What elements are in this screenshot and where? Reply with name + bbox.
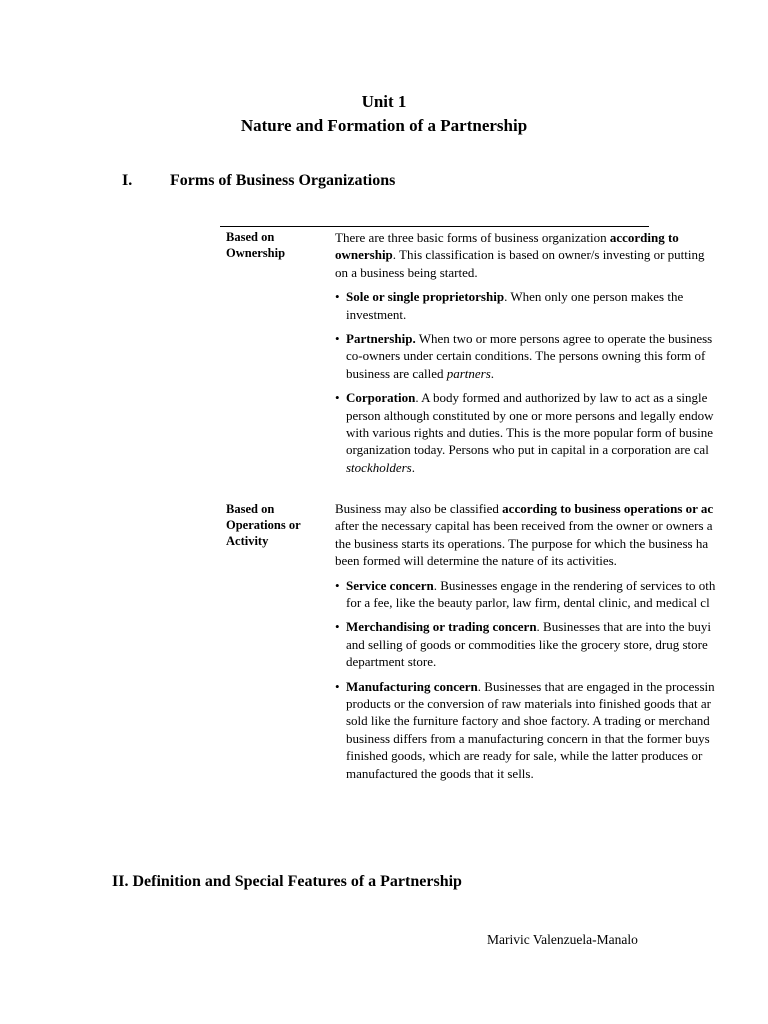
category-line: Ownership: [226, 246, 286, 260]
text-run: .: [490, 365, 495, 381]
text-run: been formed will determine the nature of its activities.: [335, 553, 617, 569]
text-run: . When only one person makes the: [504, 289, 684, 305]
emphasis: according to: [609, 230, 679, 245]
text-run: . A body formed and authorized by law to act as a single: [415, 390, 708, 406]
emphasis: according to business operations or ac: [502, 501, 714, 516]
ownership-description: [335, 229, 768, 476]
author-name: Marivic Valenzuela-Manalo: [487, 932, 638, 947]
italic-term: partners: [446, 365, 491, 381]
italic-term: stockholders: [346, 459, 412, 475]
text-run: co-owners under certain conditions. The persons owning this form of: [346, 348, 706, 364]
unit-heading: Unit 1: [361, 92, 407, 111]
bullet-list: [335, 288, 768, 476]
text-run: business differs from a manufacturing concern in that the former buys: [346, 730, 710, 746]
intro-paragraph: [335, 229, 768, 281]
list-item: [335, 288, 768, 323]
text-run: department store.: [346, 654, 437, 670]
text-run: . This classification is based on owner/s investing or putting: [392, 247, 705, 263]
category-line: Activity: [226, 534, 269, 548]
text-run: . Businesses that are engaged in the processin: [477, 678, 715, 694]
list-item: [335, 678, 768, 782]
text-run: with various rights and duties. This is the more popular form of busine: [346, 425, 713, 441]
table-top-rule: [220, 226, 649, 227]
text-run: on a business being started.: [335, 264, 478, 280]
text-run: Business may also be classified: [335, 501, 503, 516]
category-label-ownership: [226, 229, 326, 261]
category-label-operations: [226, 501, 326, 549]
operations-description: [335, 500, 768, 782]
item-term: Sole or single proprietorship: [346, 289, 505, 305]
document-title: Nature and Formation of a Partnership: [240, 116, 528, 135]
emphasis: ownership: [335, 247, 393, 263]
item-term: Partnership.: [346, 331, 416, 347]
text-run: . Businesses that are into the buyi: [536, 619, 711, 635]
text-run: sold like the furniture factory and shoe factory. A trading or merchand: [346, 713, 710, 729]
text-run: and selling of goods or commodities like the grocery store, drug store: [346, 636, 708, 652]
text-run: for a fee, like the beauty parlor, law firm, dental clinic, and medical cl: [346, 595, 710, 611]
item-term: Service concern: [346, 577, 434, 593]
item-term: Corporation: [346, 390, 416, 406]
text-run: investment.: [346, 306, 407, 322]
list-item: [335, 389, 768, 476]
text-run: When two or more persons agree to operate the business: [415, 331, 713, 347]
section-title: Forms of Business Organizations: [170, 172, 396, 189]
text-run: business are called: [346, 365, 447, 381]
intro-paragraph: [335, 500, 768, 570]
list-item: [335, 618, 768, 670]
category-line: Based on: [226, 502, 275, 516]
category-line: Operations or: [226, 518, 301, 532]
text-run: finished goods, which are ready for sale, while the latter produces or: [346, 748, 703, 764]
text-run: . Businesses engage in the rendering of services to oth: [433, 577, 716, 593]
text-run: products or the conversion of raw materials into finished goods that ar: [346, 696, 711, 712]
text-run: person although constituted by one or more persons and legally endow: [346, 407, 714, 423]
bullet-list: [335, 577, 768, 782]
category-line: Based on: [226, 230, 275, 244]
item-term: Manufacturing concern: [346, 678, 478, 694]
text-run: manufactured the goods that it sells.: [346, 765, 534, 781]
item-term: Merchandising or trading concern: [346, 619, 537, 635]
text-run: organization today. Persons who put in capital in a corporation are cal: [346, 442, 709, 458]
section-2-title: II. Definition and Special Features of a Partnership: [112, 873, 462, 890]
text-run: after the necessary capital has been received from the owner or owners a: [335, 518, 713, 534]
text-run: the business starts its operations. The purpose for which the business ha: [335, 535, 709, 551]
section-number: I.: [122, 172, 133, 189]
text-run: .: [411, 459, 415, 475]
list-item: [335, 330, 768, 382]
text-run: There are three basic forms of business organization: [335, 230, 610, 245]
list-item: [335, 577, 768, 612]
